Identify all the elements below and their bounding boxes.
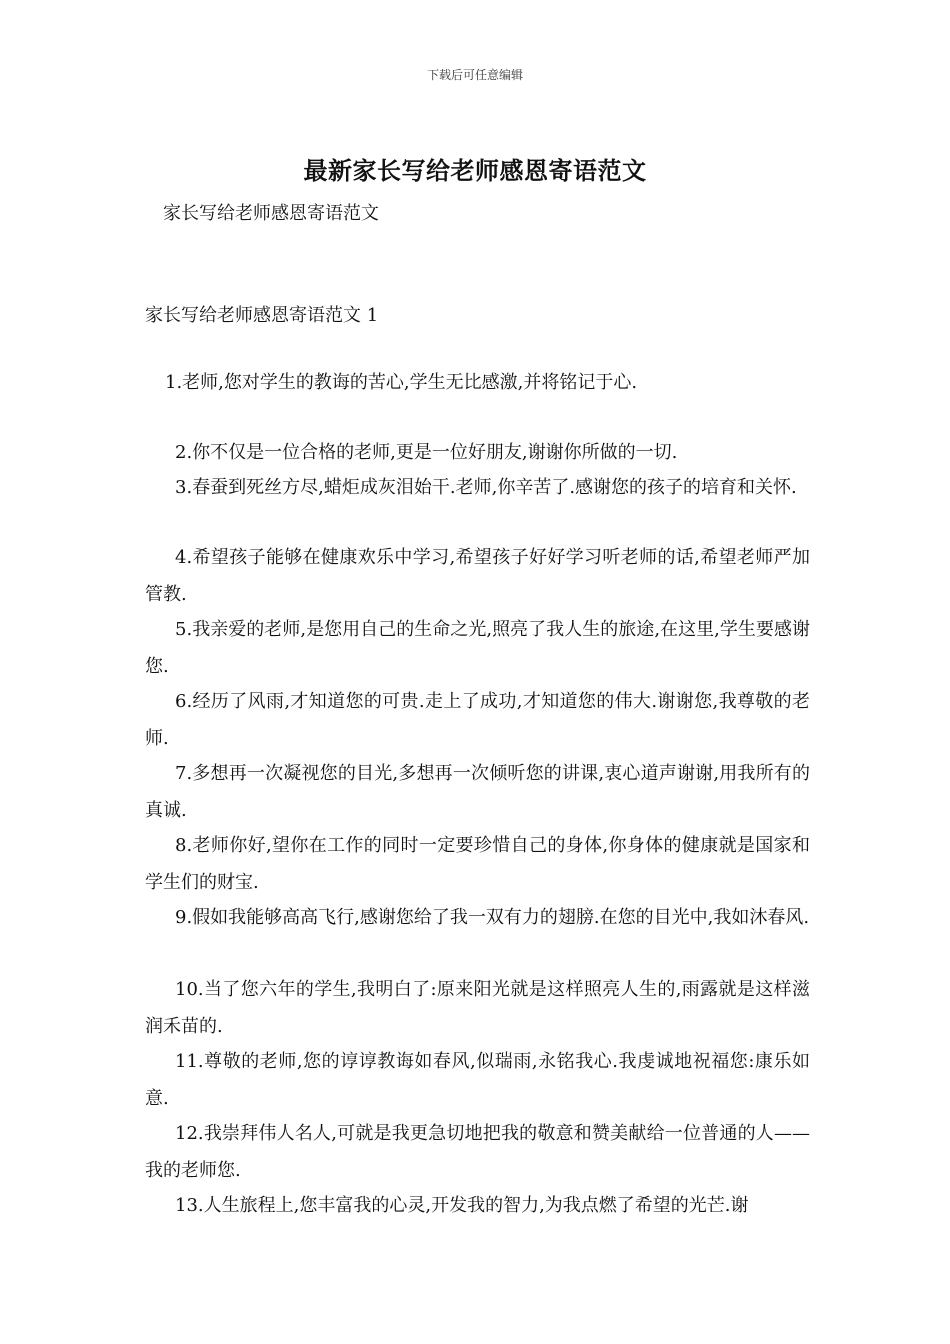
list-item: 6.经历了风雨,才知道您的可贵.走上了成功,才知道您的伟大.谢谢您,我尊敬的老师.: [145, 691, 810, 749]
list-item: 13.人生旅程上,您丰富我的心灵,开发我的智力,为我点燃了希望的光芒.谢: [175, 1195, 749, 1216]
header-note: 下载后可任意编辑: [426, 68, 523, 82]
list-item: 3.春蚕到死丝方尽,蜡炬成灰泪始干.老师,你辛苦了.感谢您的孩子的培育和关怀.: [175, 477, 797, 498]
page-subtitle: 家长写给老师感恩寄语范文: [163, 203, 379, 224]
list-item: 11.尊敬的老师,您的谆谆教诲如春风,似瑞雨,永铭我心.我虔诚地祝福您:康乐如意.: [145, 1051, 810, 1109]
list-item: 5.我亲爱的老师,是您用自己的生命之光,照亮了我人生的旅途,在这里,学生要感谢您.: [145, 619, 810, 677]
list-item: 8.老师你好,望你在工作的同时一定要珍惜自己的身体,你身体的健康就是国家和学生们的财宝.: [145, 835, 810, 893]
list-item: 10.当了您六年的学生,我明白了:原来阳光就是这样照亮人生的,雨露就是这样滋润禾苗的.: [145, 979, 810, 1037]
list-item: 12.我崇拜伟人名人,可就是我更急切地把我的敬意和赞美献给一位普通的人——我的老师您.: [145, 1123, 810, 1181]
list-item: 7.多想再一次凝视您的目光,多想再一次倾听您的讲课,衷心道声谢谢,用我所有的真诚.: [145, 763, 810, 821]
list-item: 4.希望孩子能够在健康欢乐中学习,希望孩子好好学习听老师的话,希望老师严加管教.: [145, 547, 810, 605]
page-title: 最新家长写给老师感恩寄语范文: [303, 156, 647, 185]
list-item: 9.假如我能够高高飞行,感谢您给了我一双有力的翅膀.在您的目光中,我如沐春风.: [175, 907, 810, 928]
list-item: 1.老师,您对学生的教诲的苦心,学生无比感激,并将铭记于心.: [165, 372, 638, 393]
section-heading: 家长写给老师感恩寄语范文 1: [145, 305, 379, 326]
list-item: 2.你不仅是一位合格的老师,更是一位好朋友,谢谢你所做的一切.: [175, 442, 678, 463]
